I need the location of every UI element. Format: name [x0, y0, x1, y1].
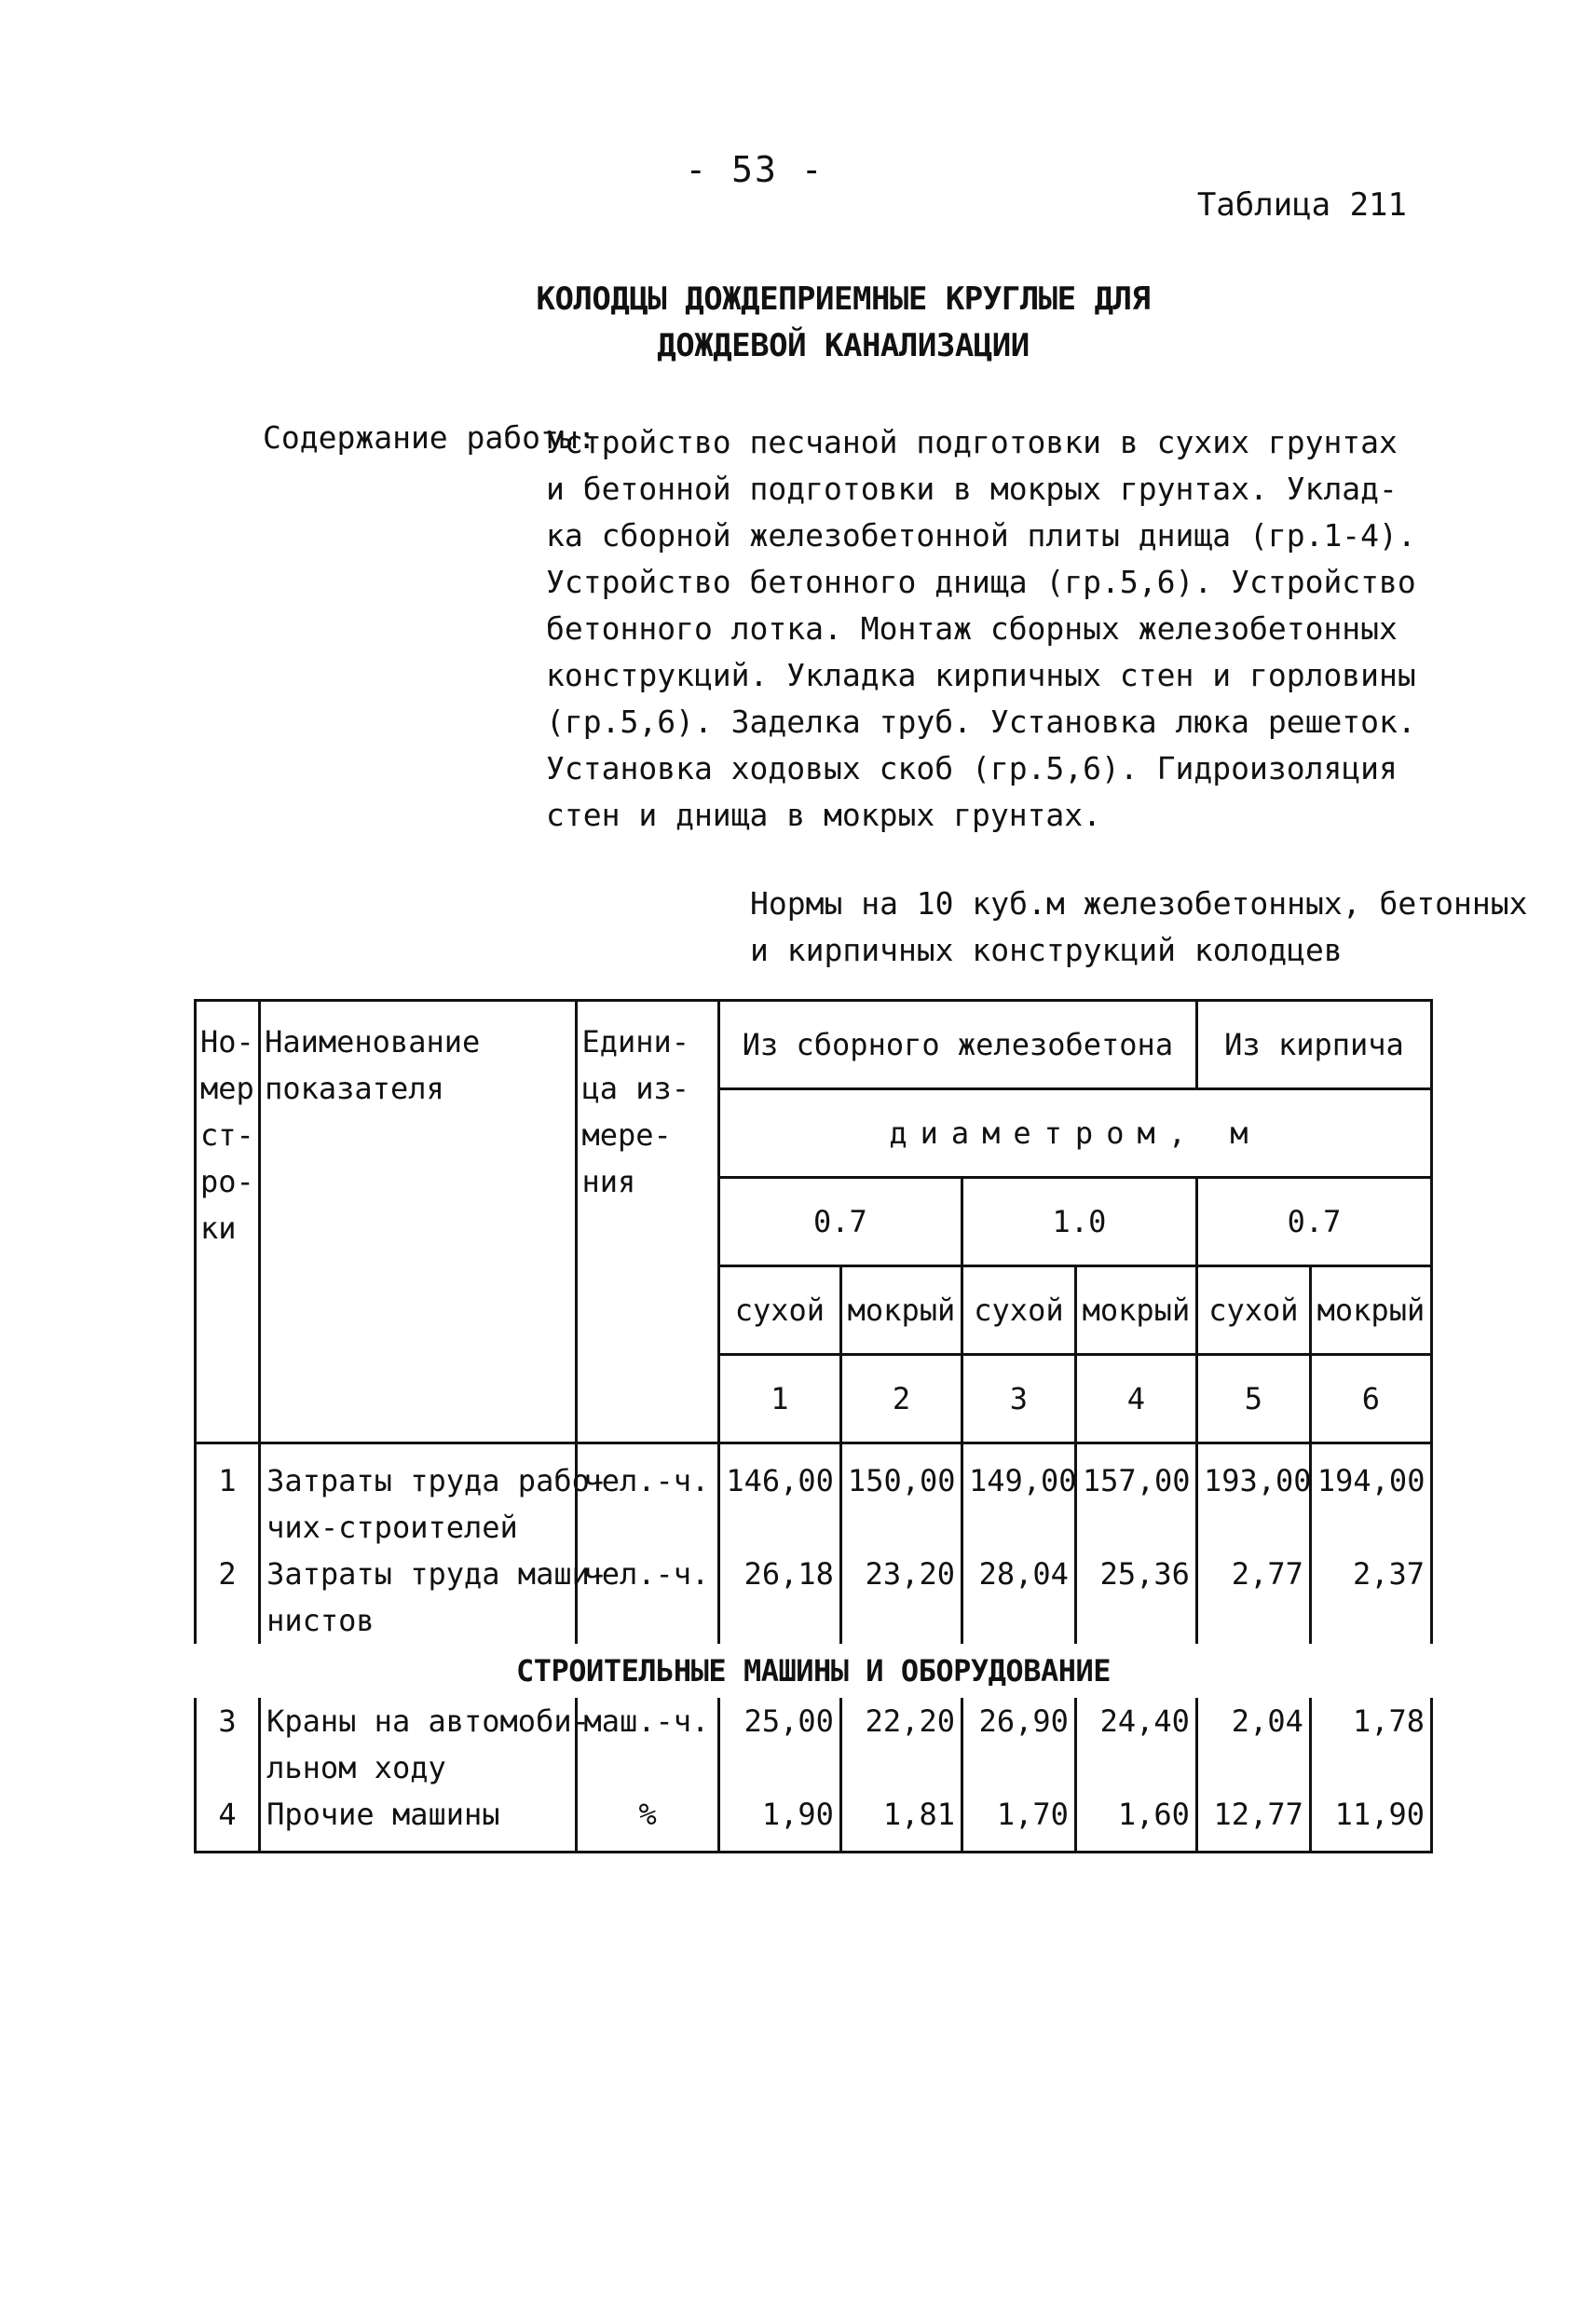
row-number: 4 [196, 1791, 260, 1853]
content-line: Устройство бетонного днища (гр.5,6). Устройство [546, 564, 1416, 600]
value-cell: 22,20 [840, 1698, 962, 1791]
unit-cell: чел.-ч. [577, 1551, 718, 1644]
value-cell: 26,90 [962, 1698, 1075, 1791]
diameter-value: 0.7 [718, 1178, 962, 1266]
value-cell: 2,37 [1310, 1551, 1431, 1644]
diameter-value: 1.0 [962, 1178, 1196, 1266]
condition-header: мокрый [840, 1266, 962, 1355]
condition-header: сухой [718, 1266, 840, 1355]
value-cell: 146,00 [718, 1443, 840, 1552]
norms-line: Нормы на 10 куб.м железобетонных, бетонных [750, 885, 1528, 922]
norms-table [194, 999, 1433, 1853]
column-number: 4 [1075, 1355, 1196, 1443]
section-title: СТРОИТЕЛЬНЫЕ МАШИНЫ И ОБОРУДОВАНИЕ [515, 1653, 1112, 1689]
value-cell: 1,78 [1310, 1698, 1431, 1791]
value-cell: 193,00 [1196, 1443, 1310, 1552]
unit-cell: чел.-ч. [577, 1443, 718, 1552]
reinforced-concrete-group-header: Из сборного железобетона [718, 1001, 1196, 1089]
value-cell: 26,18 [718, 1551, 840, 1644]
content-line: бетонного лотка. Монтаж сборных железобетонных [546, 610, 1398, 647]
value-cell: 23,20 [840, 1551, 962, 1644]
diameter-value: 0.7 [1196, 1178, 1431, 1266]
indicator-name-header: Наименование показателя [260, 1001, 577, 1443]
condition-header: сухой [962, 1266, 1075, 1355]
value-cell: 25,00 [718, 1698, 840, 1791]
value-cell: 1,70 [962, 1791, 1075, 1853]
content-line: Устройство песчаной подготовки в сухих грунтах [546, 424, 1398, 460]
title-line: КОЛОДЦЫ ДОЖДЕПРИЕМНЫЕ КРУГЛЫЕ ДЛЯ [536, 280, 1151, 318]
column-number: 1 [718, 1355, 840, 1443]
value-cell: 194,00 [1310, 1443, 1431, 1552]
unit-header: Едини- ца из- мере- ния [577, 1001, 718, 1443]
content-line: Установка ходовых скоб (гр.5,6). Гидроизоляция [546, 750, 1398, 786]
work-content-text [546, 419, 1487, 839]
indicator-name: Прочие машины [260, 1791, 577, 1853]
unit-cell: маш.-ч. [577, 1698, 718, 1791]
value-cell: 24,40 [1075, 1698, 1196, 1791]
indicator-name: Затраты труда рабо- чих-строителей [260, 1443, 577, 1552]
page-number: - 53 - [685, 149, 825, 190]
value-cell: 149,00 [962, 1443, 1075, 1552]
unit-cell: % [577, 1791, 718, 1853]
condition-header: мокрый [1075, 1266, 1196, 1355]
indicator-name: Краны на автомоби- льном ходу [260, 1698, 577, 1791]
value-cell: 2,77 [1196, 1551, 1310, 1644]
condition-header: сухой [1196, 1266, 1310, 1355]
value-cell: 28,04 [962, 1551, 1075, 1644]
column-number: 6 [1310, 1355, 1431, 1443]
value-cell: 12,77 [1196, 1791, 1310, 1853]
value-cell: 157,00 [1075, 1443, 1196, 1552]
row-number: 3 [196, 1698, 260, 1791]
section-row [196, 1644, 1432, 1698]
norms-caption [750, 881, 1528, 974]
indicator-name: Затраты труда маши- нистов [260, 1551, 577, 1644]
value-cell: 1,81 [840, 1791, 962, 1853]
content-line: и бетонной подготовки в мокрых грунтах. Уклад- [546, 471, 1398, 507]
table-label: Таблица 211 [1196, 186, 1407, 224]
diameter-header: диаметром, м [718, 1089, 1431, 1178]
table-row [196, 1791, 1432, 1853]
content-line: конструкций. Укладка кирпичных стен и горловины [546, 657, 1416, 693]
norms-line: и кирпичных конструкций колодцев [750, 932, 1343, 968]
content-line: (гр.5,6). Заделка труб. Установка люка решеток. [546, 704, 1416, 740]
value-cell: 150,00 [840, 1443, 962, 1552]
row-number: 1 [196, 1443, 260, 1552]
table-row [196, 1698, 1432, 1791]
table-row [196, 1551, 1432, 1644]
value-cell: 2,04 [1196, 1698, 1310, 1791]
value-cell: 1,90 [718, 1791, 840, 1853]
column-number: 3 [962, 1355, 1075, 1443]
column-number: 5 [1196, 1355, 1310, 1443]
column-number: 2 [840, 1355, 962, 1443]
condition-header: мокрый [1310, 1266, 1431, 1355]
content-line: ка сборной железобетонной плиты днища (гр.1-4). [546, 517, 1416, 554]
table-row [196, 1443, 1432, 1552]
row-number: 2 [196, 1551, 260, 1644]
title-line: ДОЖДЕВОЙ КАНАЛИЗАЦИИ [657, 327, 1030, 364]
brick-group-header: Из кирпича [1196, 1001, 1431, 1089]
row-number-header: Но- мер ст- ро- ки [196, 1001, 260, 1443]
value-cell: 11,90 [1310, 1791, 1431, 1853]
value-cell: 25,36 [1075, 1551, 1196, 1644]
content-line: стен и днища в мокрых грунтах. [546, 797, 1102, 833]
document-title [317, 276, 1370, 369]
work-content-label: Содержание работы: [263, 419, 596, 456]
value-cell: 1,60 [1075, 1791, 1196, 1853]
